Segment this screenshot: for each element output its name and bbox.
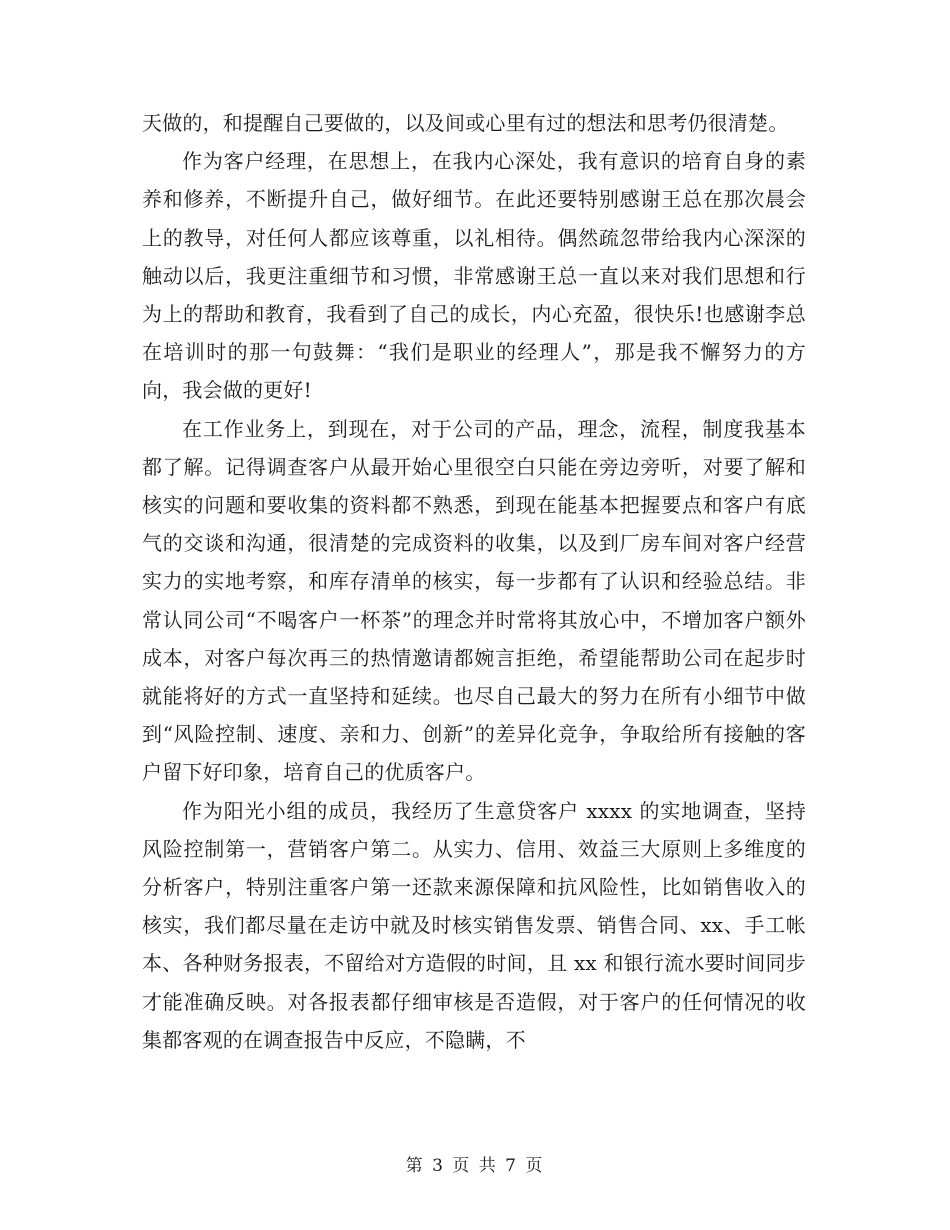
page-number-footer: 第 3 页 共 7 页 [405,1156,545,1176]
paragraph-mindset: 作为客户经理，在思想上，在我内心深处，我有意识的培育自身的素养和修养，不断提升自己，做好细节。在此还要特别感谢王总在那次晨会上的教导，对任何人都应该尊重，以礼相待。偶然疏忽带给我内心深深的触动以后，我更注重细节和习惯，非常感谢王总一直以来对我们思想和行为上的帮助和教育，我看到了自己的成长，内心充盈，很快乐!也感谢李总在培训时的那一句鼓舞：“我们是职业的经理人”，那是我不懈努力的方向，我会做的更好! [142,149,806,403]
paragraph-sunshine-team: 作为阳光小组的成员，我经历了生意贷客户 xxxx 的实地调查，坚持风险控制第一，营销客户第二。从实力、信用、效益三大原则上多维度的分析客户，特别注重客户第一还款来源保障和抗风险性，比如销售收入的核实，我们都尽量在走访中就及时核实销售发票、销售合同、xx、手工帐本、各种财务报表，不留给对方造假的时间，且 xx 和银行流水要时间同步才能准确反映。对各报表都仔细审核是否造假，对于客户的任何情况的收集都客观的在调查报告中反应，不隐瞒，不 [142,798,806,1052]
document-body [142,104,806,1059]
paragraph-continuation: 天做的，和提醒自己要做的，以及间或心里有过的想法和思考仍很清楚。 [142,111,789,135]
paragraph-work-business: 在工作业务上，到现在，对于公司的产品，理念，流程，制度我基本都了解。记得调查客户从最开始心里很空白只能在旁边旁听，对要了解和核实的问题和要收集的资料都不熟悉，到现在能基本把握要点和客户有底气的交谈和沟通，很清楚的完成资料的收集，以及到厂房车间对客户经营实力的实地考察，和库存清单的核实，每一步都有了认识和经验总结。非常认同公司“不喝客户一杯茶”的理念并时常将其放心中，不增加客户额外成本，对客户每次再三的热情邀请都婉言拒绝，希望能帮助公司在起步时就能将好的方式一直坚持和延续。也尽自己最大的努力在所有小细节中做到“风险控制、速度、亲和力、创新”的差异化竞争，争取给所有接触的客户留下好印象，培育自己的优质客户。 [142,416,806,785]
